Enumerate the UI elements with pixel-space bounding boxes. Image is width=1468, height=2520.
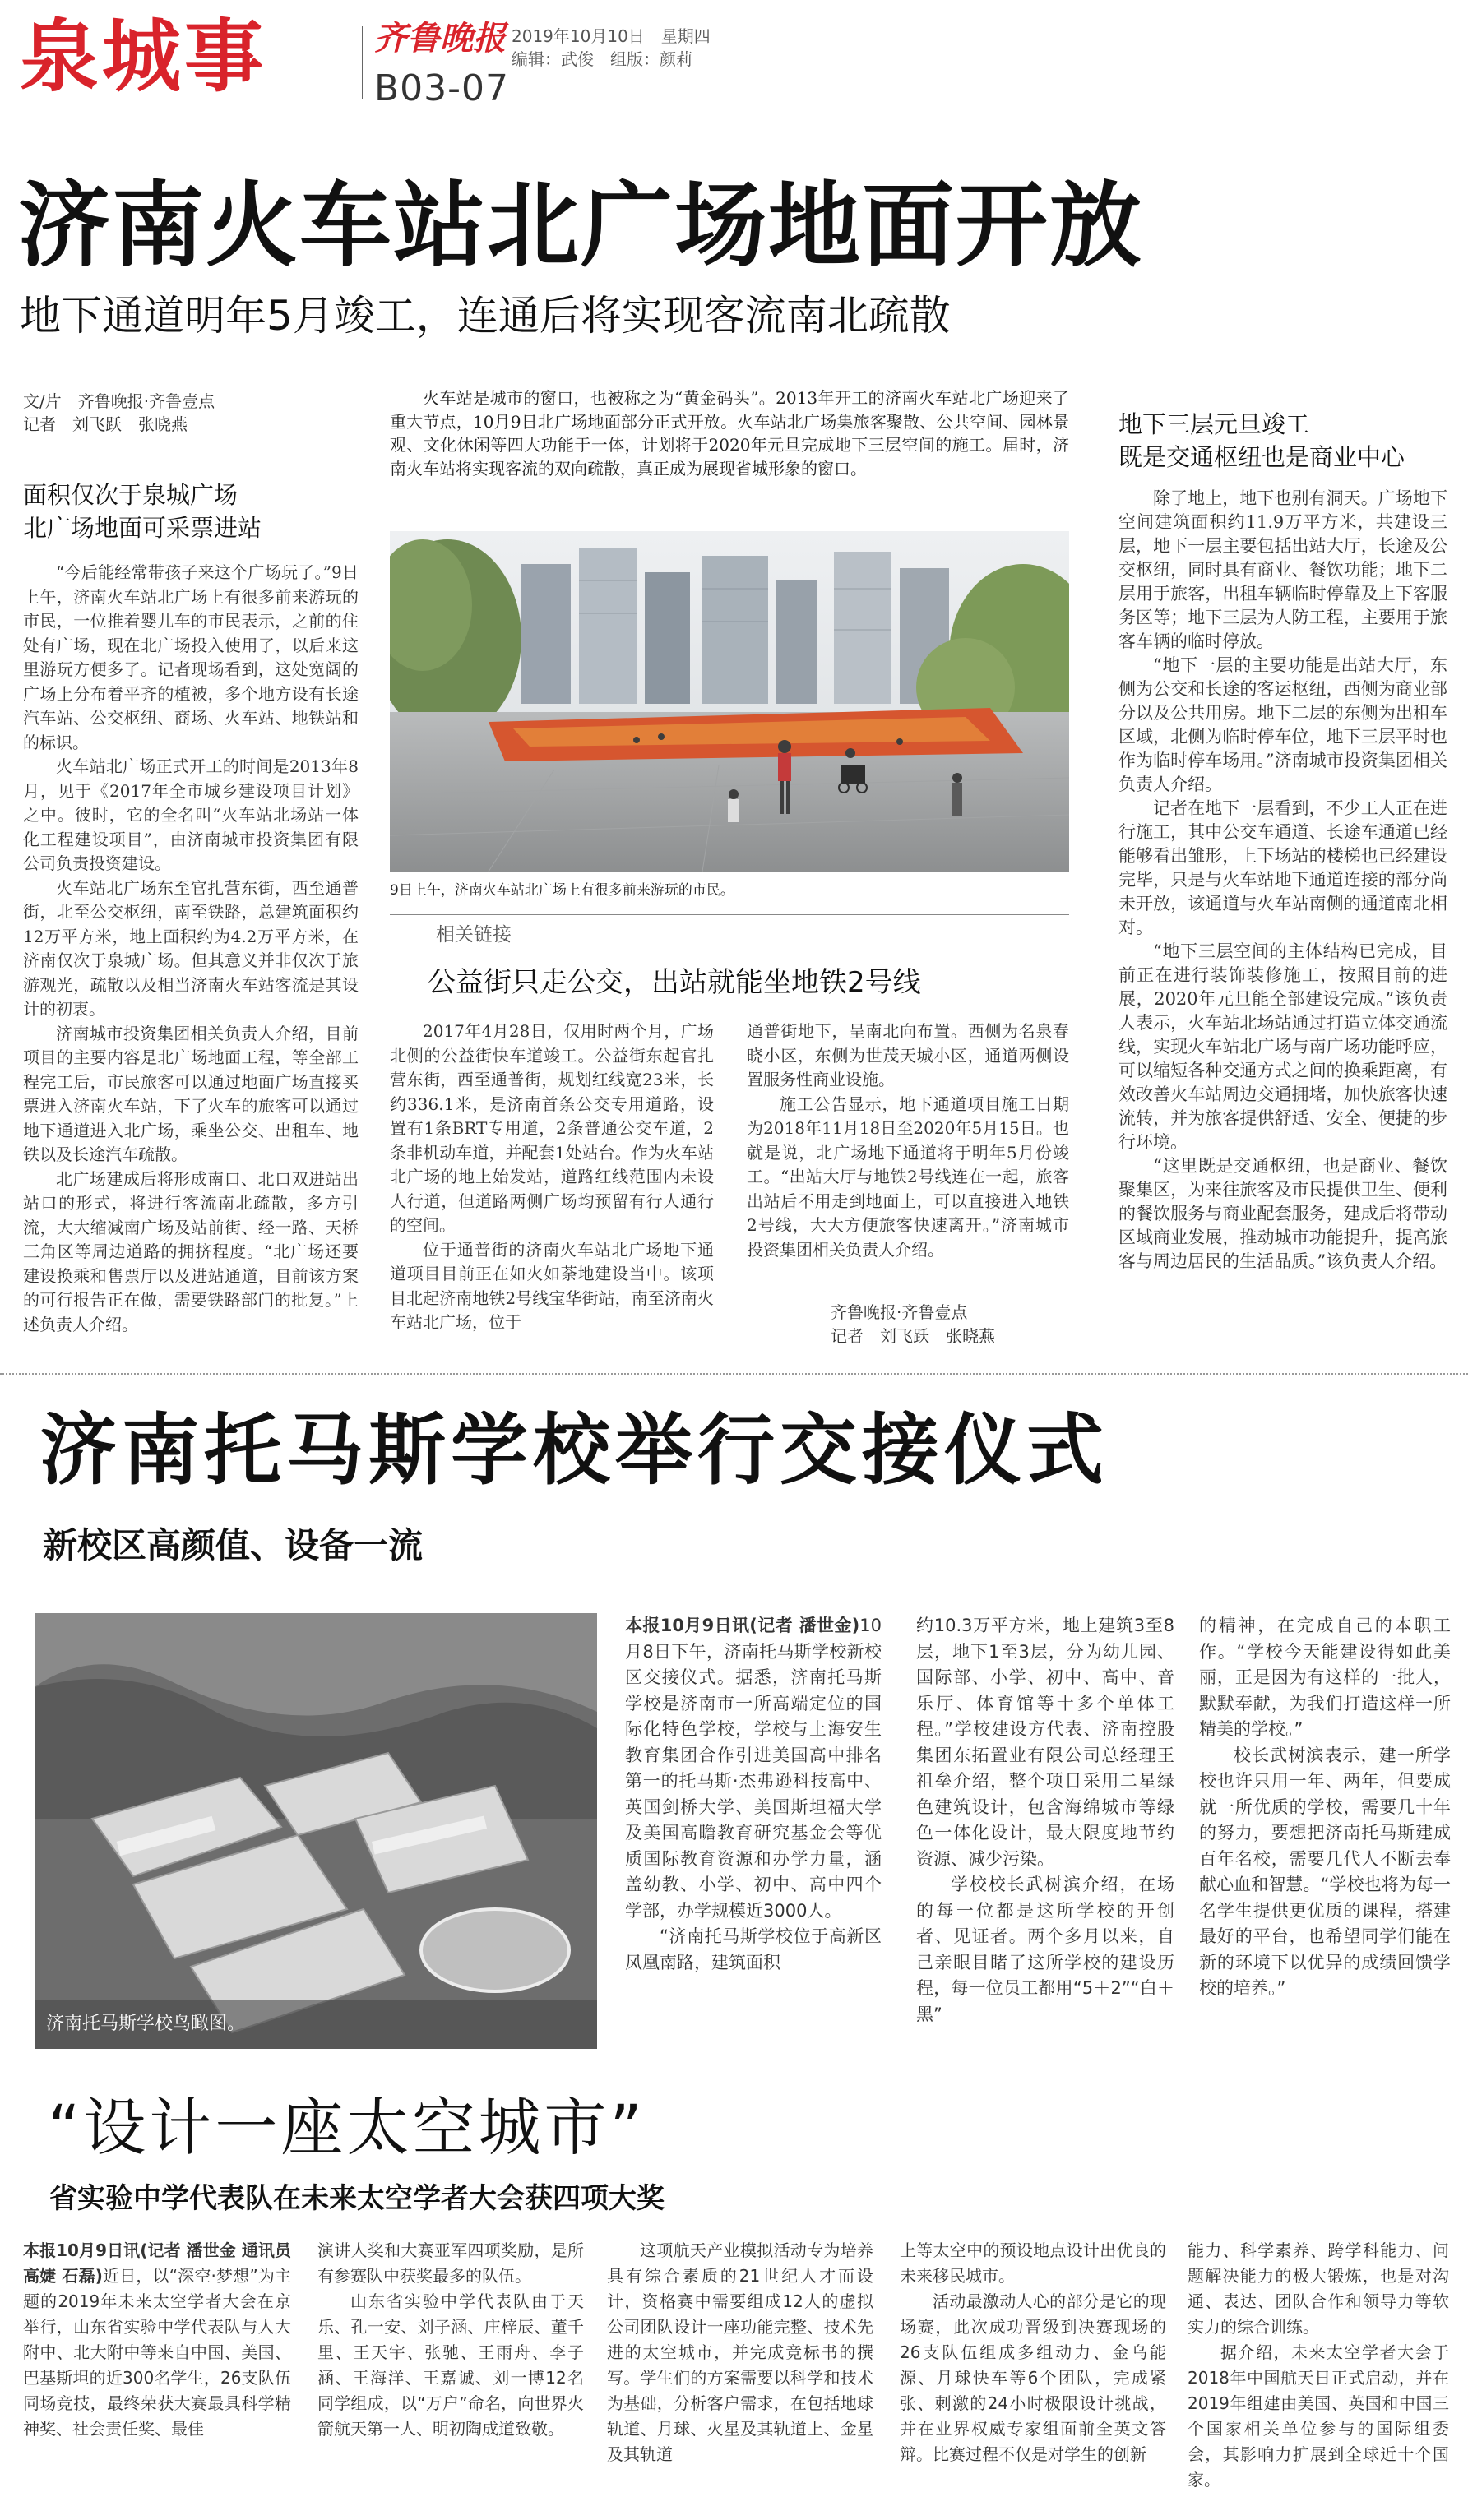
byline-line-2: 记者 刘飞跃 张晓燕 (23, 414, 188, 434)
page-code: B03-07 (374, 67, 510, 109)
north-square-photo-svg (390, 531, 1069, 872)
byline-line-1: 文/片 齐鲁晚报·齐鲁壹点 (23, 391, 215, 411)
section2-title (1118, 408, 1405, 474)
article2-col2-text: 约10.3万平方米，地上建筑3至8层，地下1至3层，分为幼儿园、国际部、小学、初中、高中、音乐厅、体育馆等十多个单体工程。”学校建设方代表、济南控股集团东拓置业有限公司总经理王祖垒介绍，整个项目采用二星绿色建筑设计，包含海绵城市等绿色一体化设计，最大限度地节约资源、减少污染。 (916, 1616, 1174, 1869)
article2-column3 (1199, 1613, 1451, 2002)
article3-column4 (900, 2238, 1166, 2467)
article1-column1 (23, 561, 359, 1366)
col3-para: “这里既是交通枢纽，也是商业、餐饮聚集区，为来往旅客及市民提供卫生、便利的餐饮服务与商业配套服务，建成后将带动区域商业发展，推动城市功能提升，提高旅客与周边居民的生活品质。”该负责人介绍。 (1118, 1156, 1447, 1271)
date-text: 2019年10月10日 (512, 26, 645, 46)
article1-lead (390, 386, 1069, 480)
related-byline (831, 1301, 995, 1348)
article2-headline: 济南托马斯学校举行交接仪式 (39, 1406, 1109, 1496)
related-byline-2: 记者 刘飞跃 张晓燕 (831, 1326, 995, 1346)
related-column-a (390, 1020, 714, 1335)
school-aerial-photo-svg (35, 1613, 597, 2049)
related-byline-1: 齐鲁晚报·齐鲁壹点 (831, 1302, 968, 1322)
article3-headline: “设计一座太空城市” (48, 2091, 646, 2164)
article2-col1-para2: “济南托马斯学校位于高新区凤凰南路，建筑面积 (625, 1926, 882, 1972)
article2-column2 (916, 1613, 1174, 2028)
col1-para: “今后能经常带孩子来这个广场玩了。”9日上午，济南火车站北广场上有很多前来游玩的市民，一位推着婴儿车的市民表示，之前的住处有广场，现在北广场投入使用了，以后来这里游玩方便多了。记者现场看到，这处宽阔的广场上分布着平齐的植被，多个地方设有长途汽车站、公交枢纽、商场、火车站、地铁站和的标识。 (23, 562, 359, 752)
col3-para: “地下一层的主要功能是出站大厅，东侧为公交和长途的客运枢纽，西侧为商业部分以及公共用房。地下二层的东侧为出租车区域，北侧为临时停车位，地下三层平时也作为临时停车场用。”济南城市投资集团相关负责人介绍。 (1118, 655, 1447, 794)
col3-para: 记者在地下一层看到，不少工人正在进行施工，其中公交车通道、长途车通道已经能够看出雏形，上下场站的楼梯也已经建设完毕，只是与火车站地下通道连接的部分尚未开放，该通道与火车站南侧的通道南北相对。 (1118, 798, 1447, 937)
related-a-para: 位于通普街的济南火车站北广场地下通道项目目前正在如火如荼地建设当中。该项目北起济南地铁2号线宝华街站，南至济南火车站北广场，位于 (390, 1239, 714, 1332)
editor-line: 编辑：武俊 组版：颜莉 (512, 49, 692, 69)
article3-col2-para2: 山东省实验中学代表队由于天乐、孔一安、刘子涵、庄梓辰、董千里、王天宇、张驰、王雨舟、李子涵、王海洋、王嘉诚、刘一博12名同学组成，以“万户”命名，向世界火箭航天第一人、明初陶成道致敬。 (317, 2291, 584, 2439)
related-top-rule (390, 914, 1069, 915)
article1-byline (23, 390, 215, 436)
article2-col2-para2: 学校校长武树滨介绍，在场的每一位都是这所学校的开创者、见证者。两个多月以来，自己亲眼目睹了这所学校的建设历程，每一位员工都用“5＋2”“白＋黑” (916, 1875, 1174, 2024)
article3-column1 (23, 2238, 291, 2442)
related-label: 相关链接 (436, 924, 512, 946)
article-separator (0, 1373, 1468, 1375)
article3-column2 (317, 2238, 584, 2442)
article2-lead-strong: 本报10月9日讯(记者 潘世金) (625, 1616, 860, 1635)
section2-title-line2: 既是交通枢纽也是商业中心 (1118, 443, 1405, 471)
section1-title (23, 479, 262, 544)
article2-col1-text: 10月8日下午，济南托马斯学校新校区交接仪式。据悉，济南托马斯学校是济南市一所高端定位的国际化特色学校，学校与上海安生教育集团合作引进美国高中排名第一的托马斯·杰弗逊科技高中、英国剑桥大学、美国斯坦福大学及美国高瞻教育研究基金会等优质国际教育资源和办学力量，涵盖幼教、小学、初中、高中四个学部，办学规模近3000人。 (625, 1616, 882, 1921)
article3-col3-text: 这项航天产业模拟活动专为培养具有综合素质的21世纪人才而设计，资格赛中需要组成12人的虚拟公司团队设计一座功能完整、技术先进的太空城市，并完成竞标书的撰写。学生们的方案需要以科学和技术为基础，分析客户需求，在包括地球轨道、月球、火星及其轨道上、金星及其轨道 (607, 2240, 873, 2464)
article2-col3-para2: 校长武树滨表示，建一所学校也许只用一年、两年，但要成就一所优质的学校，需要几十年的努力，要想把济南托马斯建成百年名校，需要几代人不断去奉献心血和智慧。“学校也将为每一名学生提供更优质的课程，搭建最好的平台，也希望同学们能在新的环境下以优异的成绩回馈学校的培养。” (1199, 1745, 1451, 1998)
article1-headline: 济南火车站北广场地面开放 (18, 173, 1143, 280)
article3-col2-text: 演讲人奖和大赛亚军四项奖励，是所有参赛队中获奖最多的队伍。 (317, 2240, 584, 2286)
related-column-b (747, 1020, 1069, 1262)
article3-col4-para2: 活动最激动人心的部分是它的现场赛，此次成功晋级到决赛现场的26支队伍组成多组动力、金乌能源、月球快车等6个团队，完成紧张、刺激的24小时极限设计挑战，并在业界权威专家组面前全英文答辩。比赛过程不仅是对学生的创新 (900, 2291, 1166, 2464)
school-photo-caption: 济南托马斯学校鸟瞰图。 (46, 2014, 246, 2034)
newspaper-logo: 齐鲁晚报 (374, 19, 506, 58)
section1-title-line1: 面积仅次于泉城广场 (23, 481, 238, 509)
masthead-divider (362, 26, 363, 99)
issue-date (512, 23, 711, 47)
article3-subhead: 省实验中学代表队在未来太空学者大会获四项大奖 (49, 2182, 665, 2215)
article3-col5-text: 能力、科学素养、跨学科能力、问题解决能力的极大锻炼，也是对沟通、表达、团队合作和领导力等软实力的综合训练。 (1188, 2240, 1449, 2337)
col3-para: “地下三层空间的主体结构已完成，目前正在进行装饰装修施工，按照目前的进展，2020年元旦能全部建设完成。”该负责人表示，火车站北场站通过打造立体交通流线，实现火车站北广场与南广场功能呼应，可以缩短各种交通方式之间的换乘距离，有效改善火车站周边交通拥堵，加快旅客快速流转，并为旅客提供舒适、安全、便捷的步行环境。 (1118, 941, 1447, 1152)
article3-col4-text: 上等太空中的预设地点设计出优良的未来移民城市。 (900, 2240, 1166, 2286)
article3-col5-para2: 据介绍，未来太空学者大会于2018年中国航天日正式启动，并在2019年组建由美国、英国和中国三个国家相关单位参与的国际组委会，其影响力扩展到全球近十个国家。 (1188, 2342, 1449, 2490)
related-b-para: 施工公告显示，地下通道项目施工日期为2018年11月18日至2020年5月15日。也就是说，北广场地下通道将于明年5月份竣工。“出站大厅与地铁2号线连在一起，旅客出站后不用走到地面上，可以直接进入地铁2号线，大大方便旅客快速离开。”济南城市投资集团相关负责人介绍。 (747, 1094, 1069, 1260)
article3-column3 (607, 2238, 873, 2467)
col1-para: 火车站北广场东至官扎营东街，西至通普街，北至公交枢纽，南至铁路，总建筑面积约12万平方米，地上面积约为4.2万平方米，在济南仅次于泉城广场。但其意义并非仅次于旅游观光，疏散以及相当济南火车站客流是其设计的初衷。 (23, 877, 359, 1019)
related-b-para: 通普街地下，呈南北向布置。西侧为名泉春晓小区，东侧为世茂天城小区，通道两侧设置服务性商业设施。 (747, 1021, 1069, 1089)
north-square-photo (390, 531, 1069, 872)
article2-col3-text: 的精神，在完成自己的本职工作。“学校今天能建设得如此美丽，正是因为有这样的一批人，默默奉献，为我们打造这样一所精美的学校。” (1199, 1616, 1451, 1739)
related-a-para: 2017年4月28日，仅用时两个月，广场北侧的公益街快车道竣工。公益街东起官扎营东街，西至通普街，规划红线宽23米，长约336.1米，是济南首条公交专用道路，设置有1条BRT专用道，2条普通公交车道，2条非机动车道，并配套1处站台。作为火车站北广场的地上始发站，道路红线范围内未设人行道，但道路两侧广场均预留有行人通行的空间。 (390, 1021, 714, 1235)
section2-title-line1: 地下三层元旦竣工 (1118, 410, 1310, 438)
article3-lead-strong: 本报10月9日讯(记者 潘世金 通讯员 高婕 石磊) (23, 2240, 291, 2286)
section1-title-line2: 北广场地面可采票进站 (23, 514, 262, 542)
school-aerial-photo (35, 1613, 597, 2049)
weekday-text: 星期四 (660, 26, 711, 46)
related-title: 公益街只走公交，出站就能坐地铁2号线 (428, 966, 921, 999)
col1-para: 济南城市投资集团相关负责人介绍，目前项目的主要内容是北广场地面工程，等全部工程完工后，市民旅客可以通过地面广场直接买票进入济南火车站，下了火车的旅客可以通过地下通道进入北广场，乘坐公交、出租车、地铁以及长途汽车疏散。 (23, 1023, 359, 1164)
article2-column1 (625, 1613, 882, 1976)
section-title: 泉城事 (20, 11, 266, 103)
article3-column5 (1188, 2238, 1449, 2493)
col3-para: 除了地上，地下也别有洞天。广场地下空间建筑面积约11.9万平方米，共建设三层，地下一层主要包括出站大厅，长途及公交枢纽，同时具有商业、餐饮功能；地下二层用于旅客，出租车辆临时停靠及上下客服务区等；地下三层为人防工程，主要用于旅客车辆的临时停放。 (1118, 488, 1447, 651)
north-square-photo-caption: 9日上午，济南火车站北广场上有很多前来游玩的市民。 (390, 882, 734, 899)
article3-col1-text: 近日，以“深空·梦想”为主题的2019年未来太空学者大会在京举行，山东省实验中学代表队与人大附中、北大附中等来自中国、美国、巴基斯坦的近300名学生，26支队伍同场竞技，最终荣获大赛最具科学精神奖、社会责任奖、最佳 (23, 2266, 291, 2439)
col1-para: 火车站北广场正式开工的时间是2013年8月，见于《2017年全市城乡建设项目计划》之中。彼时，它的全名叫“火车站北场站一体化工程建设项目”，由济南城市投资集团有限公司负责投资建设。 (23, 756, 359, 873)
article1-subhead: 地下通道明年5月竣工，连通后将实现客流南北疏散 (20, 292, 951, 340)
article1-column3 (1118, 487, 1447, 1363)
article2-subhead: 新校区高颜值、设备一流 (43, 1525, 424, 1565)
lead-text: 火车站是城市的窗口，也被称之为“黄金码头”。2013年开工的济南火车站北广场迎来了重大节点，10月9日北广场地面部分正式开放。火车站北广场集旅客聚散、公共空间、园林景观、文化休闲等四大功能于一体，计划将于2020年元旦完成地下三层空间的施工。届时，济南火车站将实现客流的双向疏散，真正成为展现省城形象的窗口。 (390, 388, 1069, 479)
col1-para: 北广场建成后将形成南口、北口双进站出站口的形式，将进行客流南北疏散，多方引流，大大缩减南广场及站前街、经一路、天桥三角区等周边道路的拥挤程度。“北广场还要建设换乘和售票厅以及进站通道，目前该方案的可行报告正在做，需要铁路部门的批复。”上述负责人介绍。 (23, 1168, 359, 1334)
